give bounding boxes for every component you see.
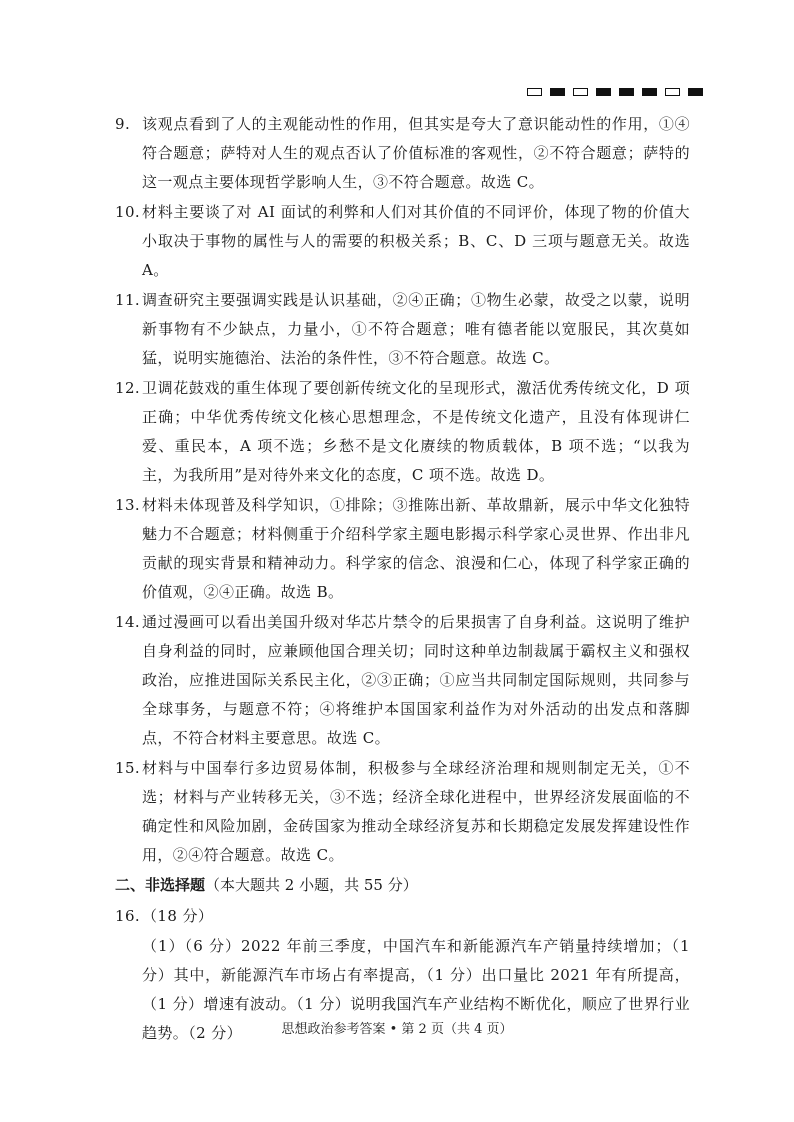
- item-text: 材料未体现普及科学知识，①排除；③推陈出新、革故鼎新，展示中华文化独特魅力不合题意；材料侧重于介绍科学家主题电影揭示科学家心灵世界、作出非凡贡献的现实背景和精神动力。科学家的信念、浪漫和仁心，体现了科学家正确的价值观，②④正确。故选 B。: [142, 496, 690, 601]
- question-score: （18 分）: [142, 907, 214, 925]
- item-number: 11.: [115, 291, 141, 309]
- item-number: 14.: [115, 613, 141, 631]
- answer-item-14: [115, 608, 690, 753]
- item-text: 通过漫画可以看出美国升级对华芯片禁令的后果损害了自身利益。这说明了维护自身利益的同时，应兼顾他国合理关切；同时这种单边制裁属于霸权主义和强权政治，应推进国际关系民主化，②③正确；①应当共同制定国际规则，共同参与全球事务，与题意不符；④将维护本国国家利益作为对外活动的出发点和落脚点，不符合材料主要意思。故选 C。: [142, 613, 690, 747]
- open-square-mark: [573, 88, 588, 96]
- item-text: 材料主要谈了对 AI 面试的利弊和人们对其价值的不同评价，体现了物的价值大小取决于事物的属性与人的需要的积极关系；B、C、D 三项与题意无关。故选 A。: [142, 203, 690, 279]
- section-title: 二、非选择题: [115, 876, 206, 894]
- section-note: （本大题共 2 小题，共 55 分）: [205, 876, 418, 894]
- question-16-header: [115, 902, 690, 931]
- answer-content: [115, 110, 690, 1048]
- item-text: 该观点看到了人的主观能动性的作用，但其实是夸大了意识能动性的作用，①④符合题意；萨特对人生的观点否认了价值标准的客观性，②不符合题意；萨特的这一观点主要体现哲学影响人生，③不符合题意。故选 C。: [142, 115, 690, 191]
- item-text: 材料与中国奉行多边贸易体制，积极参与全球经济治理和规则制定无关，①不选；材料与产业转移无关，③不选；经济全球化进程中，世界经济发展面临的不确定性和风险加剧，金砖国家为推动全球经济复苏和长期稳定发展发挥建设性作用，②④符合题意。故选 C。: [142, 759, 690, 864]
- filled-square-mark: [596, 88, 611, 96]
- filled-square-mark: [688, 88, 703, 96]
- item-number: 15.: [115, 759, 141, 777]
- filled-square-mark: [642, 88, 657, 96]
- item-text: 调查研究主要强调实践是认识基础，②④正确；①物生必蒙，故受之以蒙，说明新事物有不少缺点，力量小，①不符合题意；唯有德者能以宽服民，其次莫如猛，说明实施德治、法治的条件性，③不符合题意。故选 C。: [142, 291, 690, 367]
- section-heading: [115, 871, 690, 900]
- open-square-mark: [665, 88, 680, 96]
- item-number: 16.: [115, 907, 141, 925]
- question-16-part-1: （1）（6 分）2022 年前三季度，中国汽车和新能源汽车产销量持续增加；（1 分）其中，新能源汽车市场占有率提高，（1 分）出口量比 2021 年有所提高，（1 分）增速有波动。（1 分）说明我国汽车产业结构不断优化，顺应了世界行业趋势。（2 分）: [142, 937, 690, 1042]
- item-number: 10.: [115, 203, 141, 221]
- answer-item-9: [115, 110, 690, 197]
- item-number: 13.: [115, 496, 141, 514]
- filled-square-mark: [550, 88, 565, 96]
- answer-item-12: [115, 374, 690, 490]
- open-square-mark: [527, 88, 542, 96]
- page-footer: 思想政治参考答案 • 第 2 页（共 4 页）: [281, 1022, 513, 1037]
- item-number: 12.: [115, 379, 141, 397]
- answer-item-11: [115, 286, 690, 373]
- item-text: 卫调花鼓戏的重生体现了要创新传统文化的呈现形式，激活优秀传统文化，D 项正确；中华优秀传统文化核心思想理念，不是传统文化遗产，且没有体现讲仁爱、重民本，A 项不选；乡愁不是文化赓续的物质载体，B 项不选；“以我为主，为我所用”是对待外来文化的态度，C 项不选。故选 D。: [142, 379, 690, 484]
- answer-item-10: [115, 198, 690, 285]
- item-number: 9.: [115, 115, 131, 133]
- answer-item-13: [115, 491, 690, 607]
- filled-square-mark: [619, 88, 634, 96]
- answer-item-15: [115, 754, 690, 870]
- page-corner-marks: [527, 88, 703, 96]
